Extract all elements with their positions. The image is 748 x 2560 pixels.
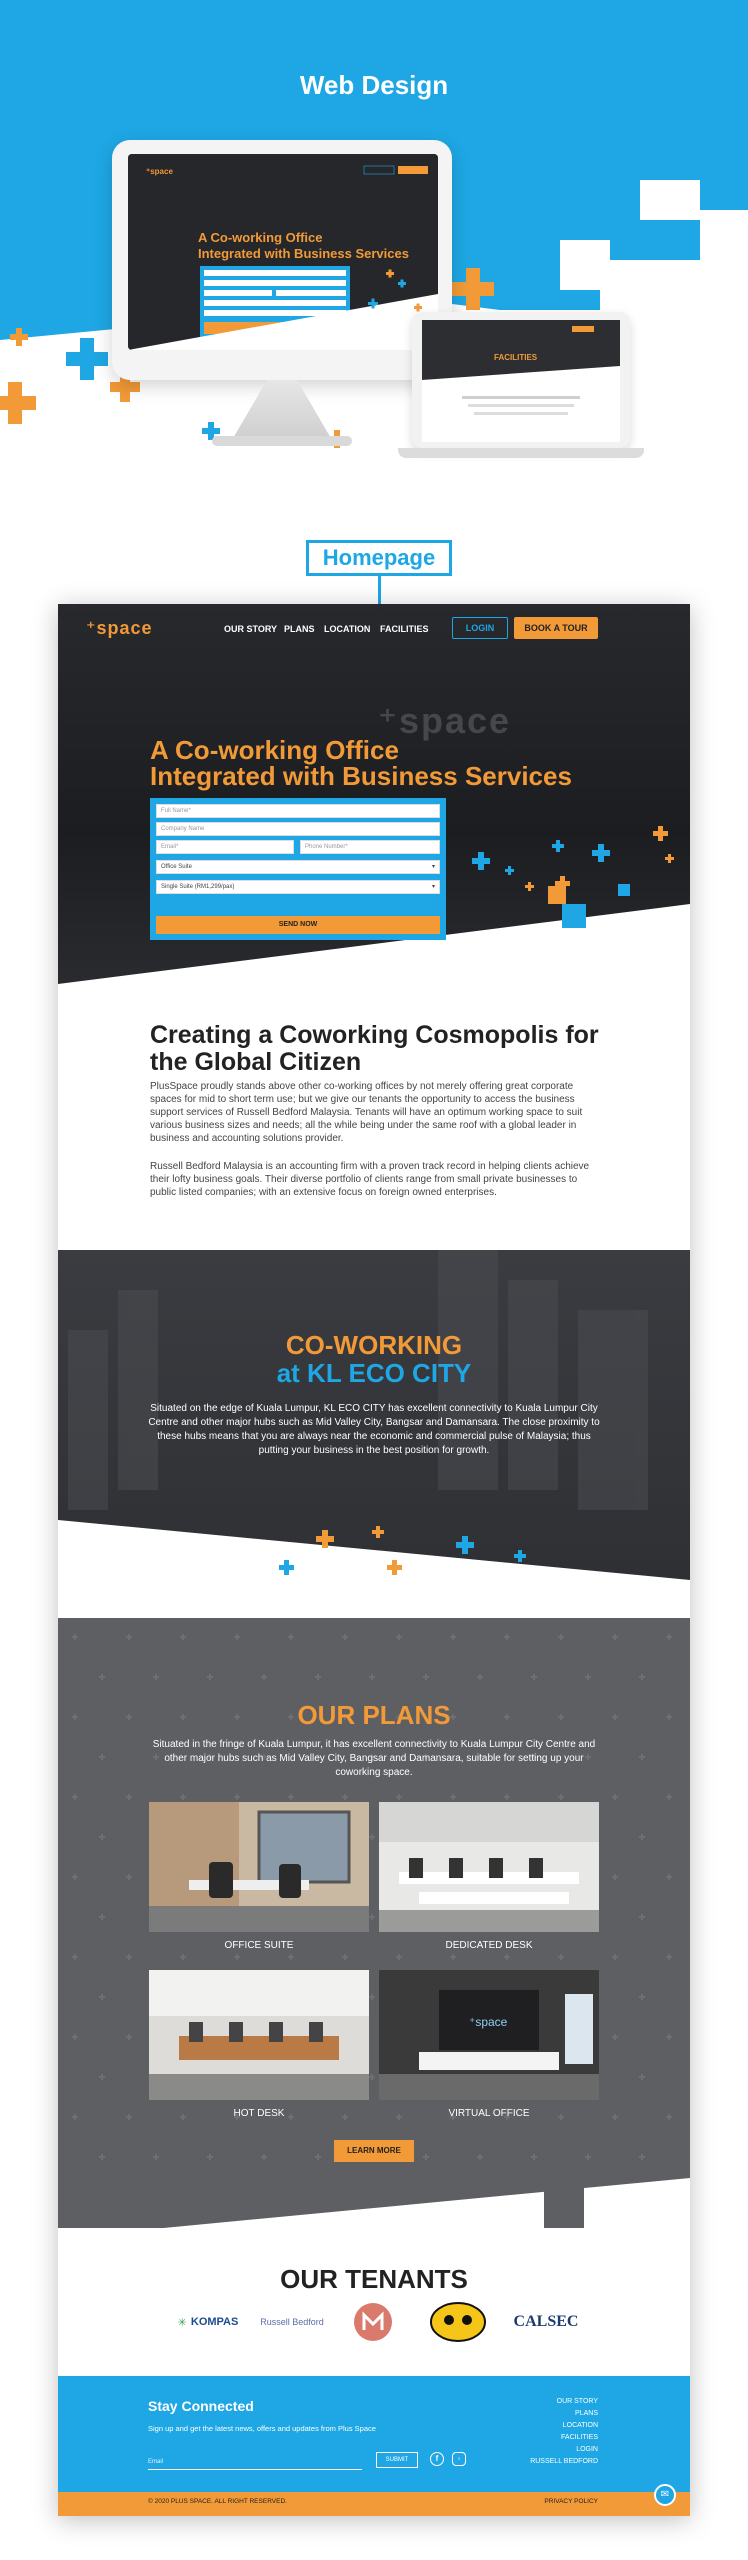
svg-text:Integrated with Business Servi: Integrated with Business Services [198, 246, 409, 261]
pattern-plus [369, 1994, 375, 2000]
pattern-plus [72, 1874, 78, 1880]
pattern-plus [531, 1674, 537, 1680]
nav-our-story[interactable]: OUR STORY [224, 624, 278, 634]
pattern-plus [612, 1874, 618, 1880]
svg-text:A Co-working Office: A Co-working Office [198, 230, 323, 245]
tenants-title: OUR TENANTS [280, 2264, 468, 2294]
pattern-plus [72, 1794, 78, 1800]
book-tour-button[interactable]: BOOK A TOUR [514, 617, 598, 639]
pattern-plus [477, 1674, 483, 1680]
learn-more-button[interactable]: LEARN MORE [334, 2140, 414, 2162]
pattern-plus [450, 1954, 456, 1960]
chevron-down-icon: ▾ [431, 864, 435, 870]
svg-text:⁺space: ⁺space [469, 2015, 508, 2029]
pattern-plus [153, 1674, 159, 1680]
pattern-plus [639, 1834, 645, 1840]
pattern-plus [126, 1954, 132, 1960]
pattern-plus [126, 1874, 132, 1880]
desktop-mockup-screen [128, 154, 438, 350]
facebook-icon[interactable]: f [430, 2452, 444, 2466]
pattern-plus [504, 1954, 510, 1960]
tenant-logo-calsec [506, 2300, 586, 2344]
kompas-logo-text: KOMPAS [190, 2316, 239, 2328]
footer-link-location[interactable]: LOCATION [562, 2422, 598, 2429]
pattern-plus [126, 2114, 132, 2120]
pattern-plus [450, 1794, 456, 1800]
pattern-plus [639, 1754, 645, 1760]
pattern-plus [99, 1674, 105, 1680]
pattern-plus [585, 2154, 591, 2160]
stay-connected-text: Sign up and get the latest news, offers and updates from Plus Space [148, 2424, 376, 2433]
intro-paragraph-2: Russell Bedford Malaysia is an accounting firm with a proven track record in helping clients achieve their lofty business goals. Their diverse portfolio of clients range from small private businesses to public listed companies; with an extensive focus on foreign owned enterprises. [150, 1161, 590, 1198]
footer-link-login[interactable]: LOGIN [576, 2446, 598, 2453]
pattern-plus [288, 1794, 294, 1800]
newsletter-submit-button[interactable]: SUBMIT [376, 2452, 418, 2468]
plans-text: Situated in the fringe of Kuala Lumpur, it has excellent connectivity to Kuala Lumpur City Centre and other major hubs such as Mid Valley City, Bangsar and Damansara, suitable for setting up your coworking space. [152, 1739, 596, 1778]
dedicated-desk-photo[interactable] [379, 1802, 599, 1932]
pattern-plus [558, 1634, 564, 1640]
pattern-plus [612, 2034, 618, 2040]
intro-paragraph-1: PlusSpace proudly stands above other co-working offices by not merely offering great corporate spaces for mid to short term use; but we give our tenants the opportunity to access the business support services of Russell Bedford Malaysia. Tenants will have an optimum working space to suit various business sizes and needs; all the while being under the same roof with a global leader in business and accounting solutions provider. [150, 1081, 583, 1144]
intro-title-line2: the Global Citizen [150, 1048, 362, 1076]
plan-select[interactable] [156, 880, 440, 894]
pattern-plus [207, 2154, 213, 2160]
pattern-plus [153, 2154, 159, 2160]
instagram-icon[interactable]: ◦ [452, 2452, 466, 2466]
plans-title: OUR PLANS [297, 1700, 451, 1730]
tenant-logo-m [350, 2300, 396, 2344]
hot-desk-image [149, 1970, 369, 2100]
pattern-plus [639, 1994, 645, 2000]
footer-link-facilities[interactable]: FACILITIES [561, 2434, 598, 2441]
pattern-plus [666, 2114, 672, 2120]
intro-title-line1: Creating a Coworking Cosmopolis for [150, 1021, 599, 1049]
desktop-screen-preview [128, 154, 438, 350]
pattern-plus [234, 1954, 240, 1960]
tenant-logo-owl [428, 2300, 488, 2344]
homepage-section-label: Homepage [306, 540, 452, 576]
pattern-plus [99, 2154, 105, 2160]
pattern-plus [234, 1794, 240, 1800]
svg-text:FACILITIES: FACILITIES [494, 353, 538, 362]
pattern-plus [72, 1634, 78, 1640]
newsletter-email-input[interactable]: Email [148, 2456, 362, 2470]
homepage-label-connector [378, 576, 381, 606]
showcase-title: Web Design [299, 70, 449, 100]
pattern-plus [450, 1634, 456, 1640]
intro-title [150, 1022, 610, 1076]
pattern-plus [558, 1794, 564, 1800]
suite-select[interactable] [156, 860, 440, 874]
laptop-mockup-screen [422, 320, 620, 442]
pattern-plus [72, 2114, 78, 2120]
laptop-screen-preview [422, 320, 620, 442]
privacy-policy-link[interactable]: PRIVACY POLICY [544, 2498, 598, 2505]
plan-label-hot-desk[interactable]: HOT DESK [233, 2108, 285, 2119]
pattern-plus [126, 1634, 132, 1640]
pattern-plus [261, 2154, 267, 2160]
laptop-base [398, 448, 644, 458]
nav-plans[interactable]: PLANS [284, 624, 315, 634]
plan-label-virtual-office[interactable]: VIRTUAL OFFICE [448, 2108, 530, 2119]
pattern-plus [531, 2154, 537, 2160]
kompas-leaf-icon: ✳ [177, 2316, 187, 2329]
tenant-logo-kompas [168, 2300, 248, 2344]
chevron-down-icon: ▾ [431, 884, 435, 890]
pattern-plus [558, 1954, 564, 1960]
pattern-plus [315, 1674, 321, 1680]
nav-location[interactable]: LOCATION [324, 624, 371, 634]
pattern-plus [639, 1674, 645, 1680]
coworking-title-line1: CO-WORKING [285, 1330, 463, 1360]
pattern-plus [612, 1954, 618, 1960]
pattern-plus [288, 1954, 294, 1960]
pattern-plus [396, 1954, 402, 1960]
pattern-plus [369, 2074, 375, 2080]
office-suite-photo[interactable] [149, 1802, 369, 1932]
pattern-plus [180, 1954, 186, 1960]
enquiry-form [150, 798, 446, 940]
footer-link-plans[interactable]: PLANS [575, 2410, 598, 2417]
tenant-m-logo-icon [353, 2302, 393, 2342]
pattern-plus [180, 1794, 186, 1800]
tenant-owl-logo-icon [430, 2302, 486, 2342]
pattern-plus [342, 1794, 348, 1800]
pattern-plus [207, 1674, 213, 1680]
plan-label-dedicated-desk[interactable]: DEDICATED DESK [445, 1940, 533, 1951]
suite-select-value: Office Suite [161, 864, 192, 870]
send-now-button[interactable]: SEND NOW [156, 916, 440, 934]
pattern-plus [99, 1914, 105, 1920]
virtual-office-image [379, 1970, 599, 2100]
nav-facilities[interactable]: FACILITIES [380, 624, 429, 634]
virtual-office-photo[interactable] [379, 1970, 599, 2100]
pattern-plus [234, 1634, 240, 1640]
pattern-plus [99, 1994, 105, 2000]
pattern-plus [666, 1634, 672, 1640]
pattern-plus [666, 1794, 672, 1800]
office-suite-image [149, 1802, 369, 1932]
pattern-plus [504, 1794, 510, 1800]
pattern-plus [72, 1954, 78, 1960]
pattern-plus [261, 1674, 267, 1680]
pattern-plus [612, 1634, 618, 1640]
pattern-plus [99, 2074, 105, 2080]
pattern-plus [666, 1954, 672, 1960]
pattern-plus [612, 2114, 618, 2120]
footer-link-russell-bedford[interactable]: RUSSELL BEDFORD [530, 2458, 598, 2465]
stay-connected-title: Stay Connected [148, 2398, 254, 2414]
pattern-plus [126, 2034, 132, 2040]
hero-title-line2: Integrated with Business Services [150, 761, 572, 791]
pattern-plus [639, 2074, 645, 2080]
pattern-plus [477, 2154, 483, 2160]
pattern-plus [396, 1634, 402, 1640]
pattern-plus [342, 1634, 348, 1640]
pattern-plus [315, 2154, 321, 2160]
hero-title-line1: A Co-working Office [150, 735, 399, 765]
pattern-plus [612, 1794, 618, 1800]
pattern-plus [180, 1634, 186, 1640]
pattern-plus [342, 1954, 348, 1960]
pattern-plus [423, 1674, 429, 1680]
pattern-plus [666, 2034, 672, 2040]
hero-background-logo: ⁺space [378, 700, 512, 741]
coworking-text: Situated on the edge of Kuala Lumpur, KL ECO CITY has excellent connectivity to Kuala Lumpur City Centre and other major hubs such as Mid Valley City, Bangsar and Damansara. The close proximity to these hubs means that you are always near the economic and commercial pulse of Malaysia; thus putting your business in the best position for growth. [148, 1403, 600, 1456]
svg-text:⁺space: ⁺space [146, 167, 173, 176]
plan-select-value: Single Suite (RM1,299/pax) [161, 884, 235, 890]
pattern-plus [423, 2154, 429, 2160]
site-logo[interactable]: ⁺space [86, 618, 153, 638]
pattern-plus [639, 1914, 645, 1920]
pattern-plus [288, 1634, 294, 1640]
russell-bedford-logo-text: Russell Bedford [260, 2317, 324, 2327]
hot-desk-photo[interactable] [149, 1970, 369, 2100]
dedicated-desk-image [379, 1802, 599, 1932]
pattern-plus [99, 1754, 105, 1760]
pattern-plus [126, 1794, 132, 1800]
pattern-plus [99, 1834, 105, 1840]
tenant-logo-russell-bedford [252, 2300, 332, 2344]
pattern-plus [72, 2034, 78, 2040]
pattern-plus [504, 1634, 510, 1640]
login-button[interactable]: LOGIN [452, 617, 508, 639]
pattern-plus [369, 1674, 375, 1680]
copyright-text: © 2020 PLUS SPACE. ALL RIGHT RESERVED. [148, 2498, 287, 2505]
email-field[interactable]: Email* [156, 840, 294, 854]
company-field[interactable]: Company Name [156, 822, 440, 836]
desktop-base [212, 436, 352, 446]
plan-label-office-suite[interactable]: OFFICE SUITE [224, 1940, 294, 1951]
pattern-plus [396, 1794, 402, 1800]
pattern-plus [369, 1834, 375, 1840]
phone-field[interactable]: Phone Number* [300, 840, 440, 854]
chat-bubble-icon[interactable]: ✉ [654, 2484, 676, 2506]
pattern-plus [666, 1874, 672, 1880]
pattern-plus [369, 1914, 375, 1920]
full-name-field[interactable]: Full Name* [156, 804, 440, 818]
coworking-title-line2: at KL ECO CITY [276, 1358, 472, 1388]
pattern-plus [639, 2154, 645, 2160]
footer-link-our-story[interactable]: OUR STORY [556, 2398, 598, 2405]
pattern-plus [585, 1674, 591, 1680]
calsec-logo-text: CALSEC [513, 2313, 579, 2330]
